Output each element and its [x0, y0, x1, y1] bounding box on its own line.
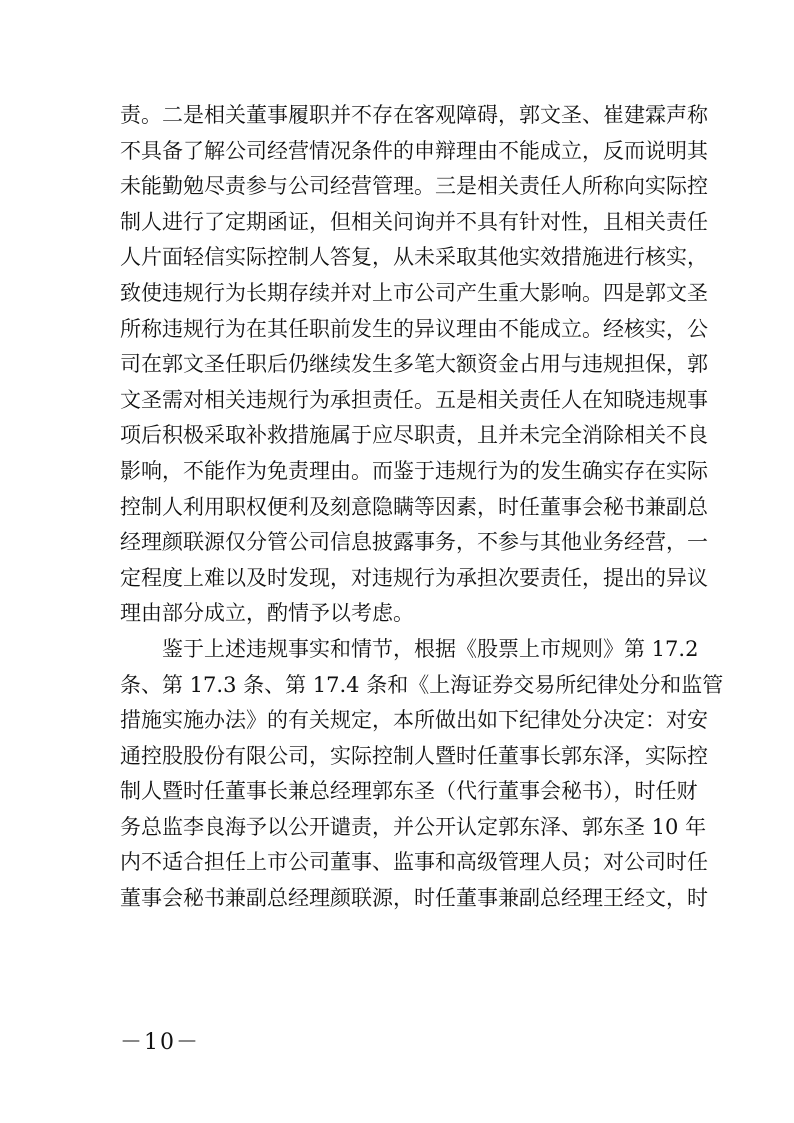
- text-line: 控制人利用职权便利及刻意隐瞒等因素，时任董事会秘书兼副总: [120, 494, 708, 519]
- text-line: 通控股股份有限公司，实际控制人暨时任董事长郭东泽，实际控: [120, 743, 708, 768]
- text-line: 定程度上难以及时发现，对违规行为承担次要责任，提出的异议: [120, 565, 708, 590]
- text-line: 经理颜联源仅分管公司信息披露事务，不参与其他业务经营，一: [120, 530, 708, 555]
- text-line: 不具备了解公司经营情况条件的申辩理由不能成立，反而说明其: [120, 138, 708, 163]
- text-line: 董事会秘书兼副总经理颜联源，时任董事兼副总经理王经文，时: [120, 886, 708, 911]
- text-line: 未能勤勉尽责参与公司经营管理。三是相关责任人所称向实际控: [120, 174, 708, 199]
- paragraph-1: [120, 98, 708, 632]
- text-line: 理由部分成立，酌情予以考虑。: [120, 601, 414, 626]
- text-line: 制人进行了定期函证，但相关问询并不具有针对性，且相关责任: [120, 209, 708, 234]
- text-line: 项后积极采取补救措施属于应尽职责，且并未完全消除相关不良: [120, 423, 708, 448]
- text-line: 文圣需对相关违规行为承担责任。五是相关责任人在知晓违规事: [120, 387, 708, 412]
- text-line: 鉴于上述违规事实和情节，根据《股票上市规则》第 17.2: [162, 636, 699, 661]
- text-line: 制人暨时任董事长兼总经理郭东圣（代行董事会秘书），时任财: [120, 779, 698, 804]
- text-line: 司在郭文圣任职后仍继续发生多笔大额资金占用与违规担保，郭: [120, 352, 708, 377]
- text-line: 所称违规行为在其任职前发生的异议理由不能成立。经核实，公: [120, 316, 708, 341]
- document-body: [120, 98, 724, 917]
- page-number: －10－: [120, 1030, 200, 1055]
- text-line: 人片面轻信实际控制人答复，从未采取其他实效措施进行核实，: [120, 245, 708, 270]
- text-line: 措施实施办法》的有关规定，本所做出如下纪律处分决定：对安: [120, 708, 708, 733]
- text-line: 务总监李良海予以公开谴责，并公开认定郭东泽、郭东圣 10 年: [120, 814, 707, 839]
- text-line: 责。二是相关董事履职并不存在客观障碍，郭文圣、崔建霖声称: [120, 103, 708, 127]
- text-line: 内不适合担任上市公司董事、监事和高级管理人员；对公司时任: [120, 850, 708, 875]
- paragraph-2: [120, 632, 724, 917]
- text-line: 影响，不能作为免责理由。而鉴于违规行为的发生确实存在实际: [120, 458, 708, 483]
- text-line: 致使违规行为长期存续并对上市公司产生重大影响。四是郭文圣: [120, 280, 708, 305]
- text-line: 条、第 17.3 条、第 17.4 条和《上海证券交易所纪律处分和监管: [120, 672, 724, 697]
